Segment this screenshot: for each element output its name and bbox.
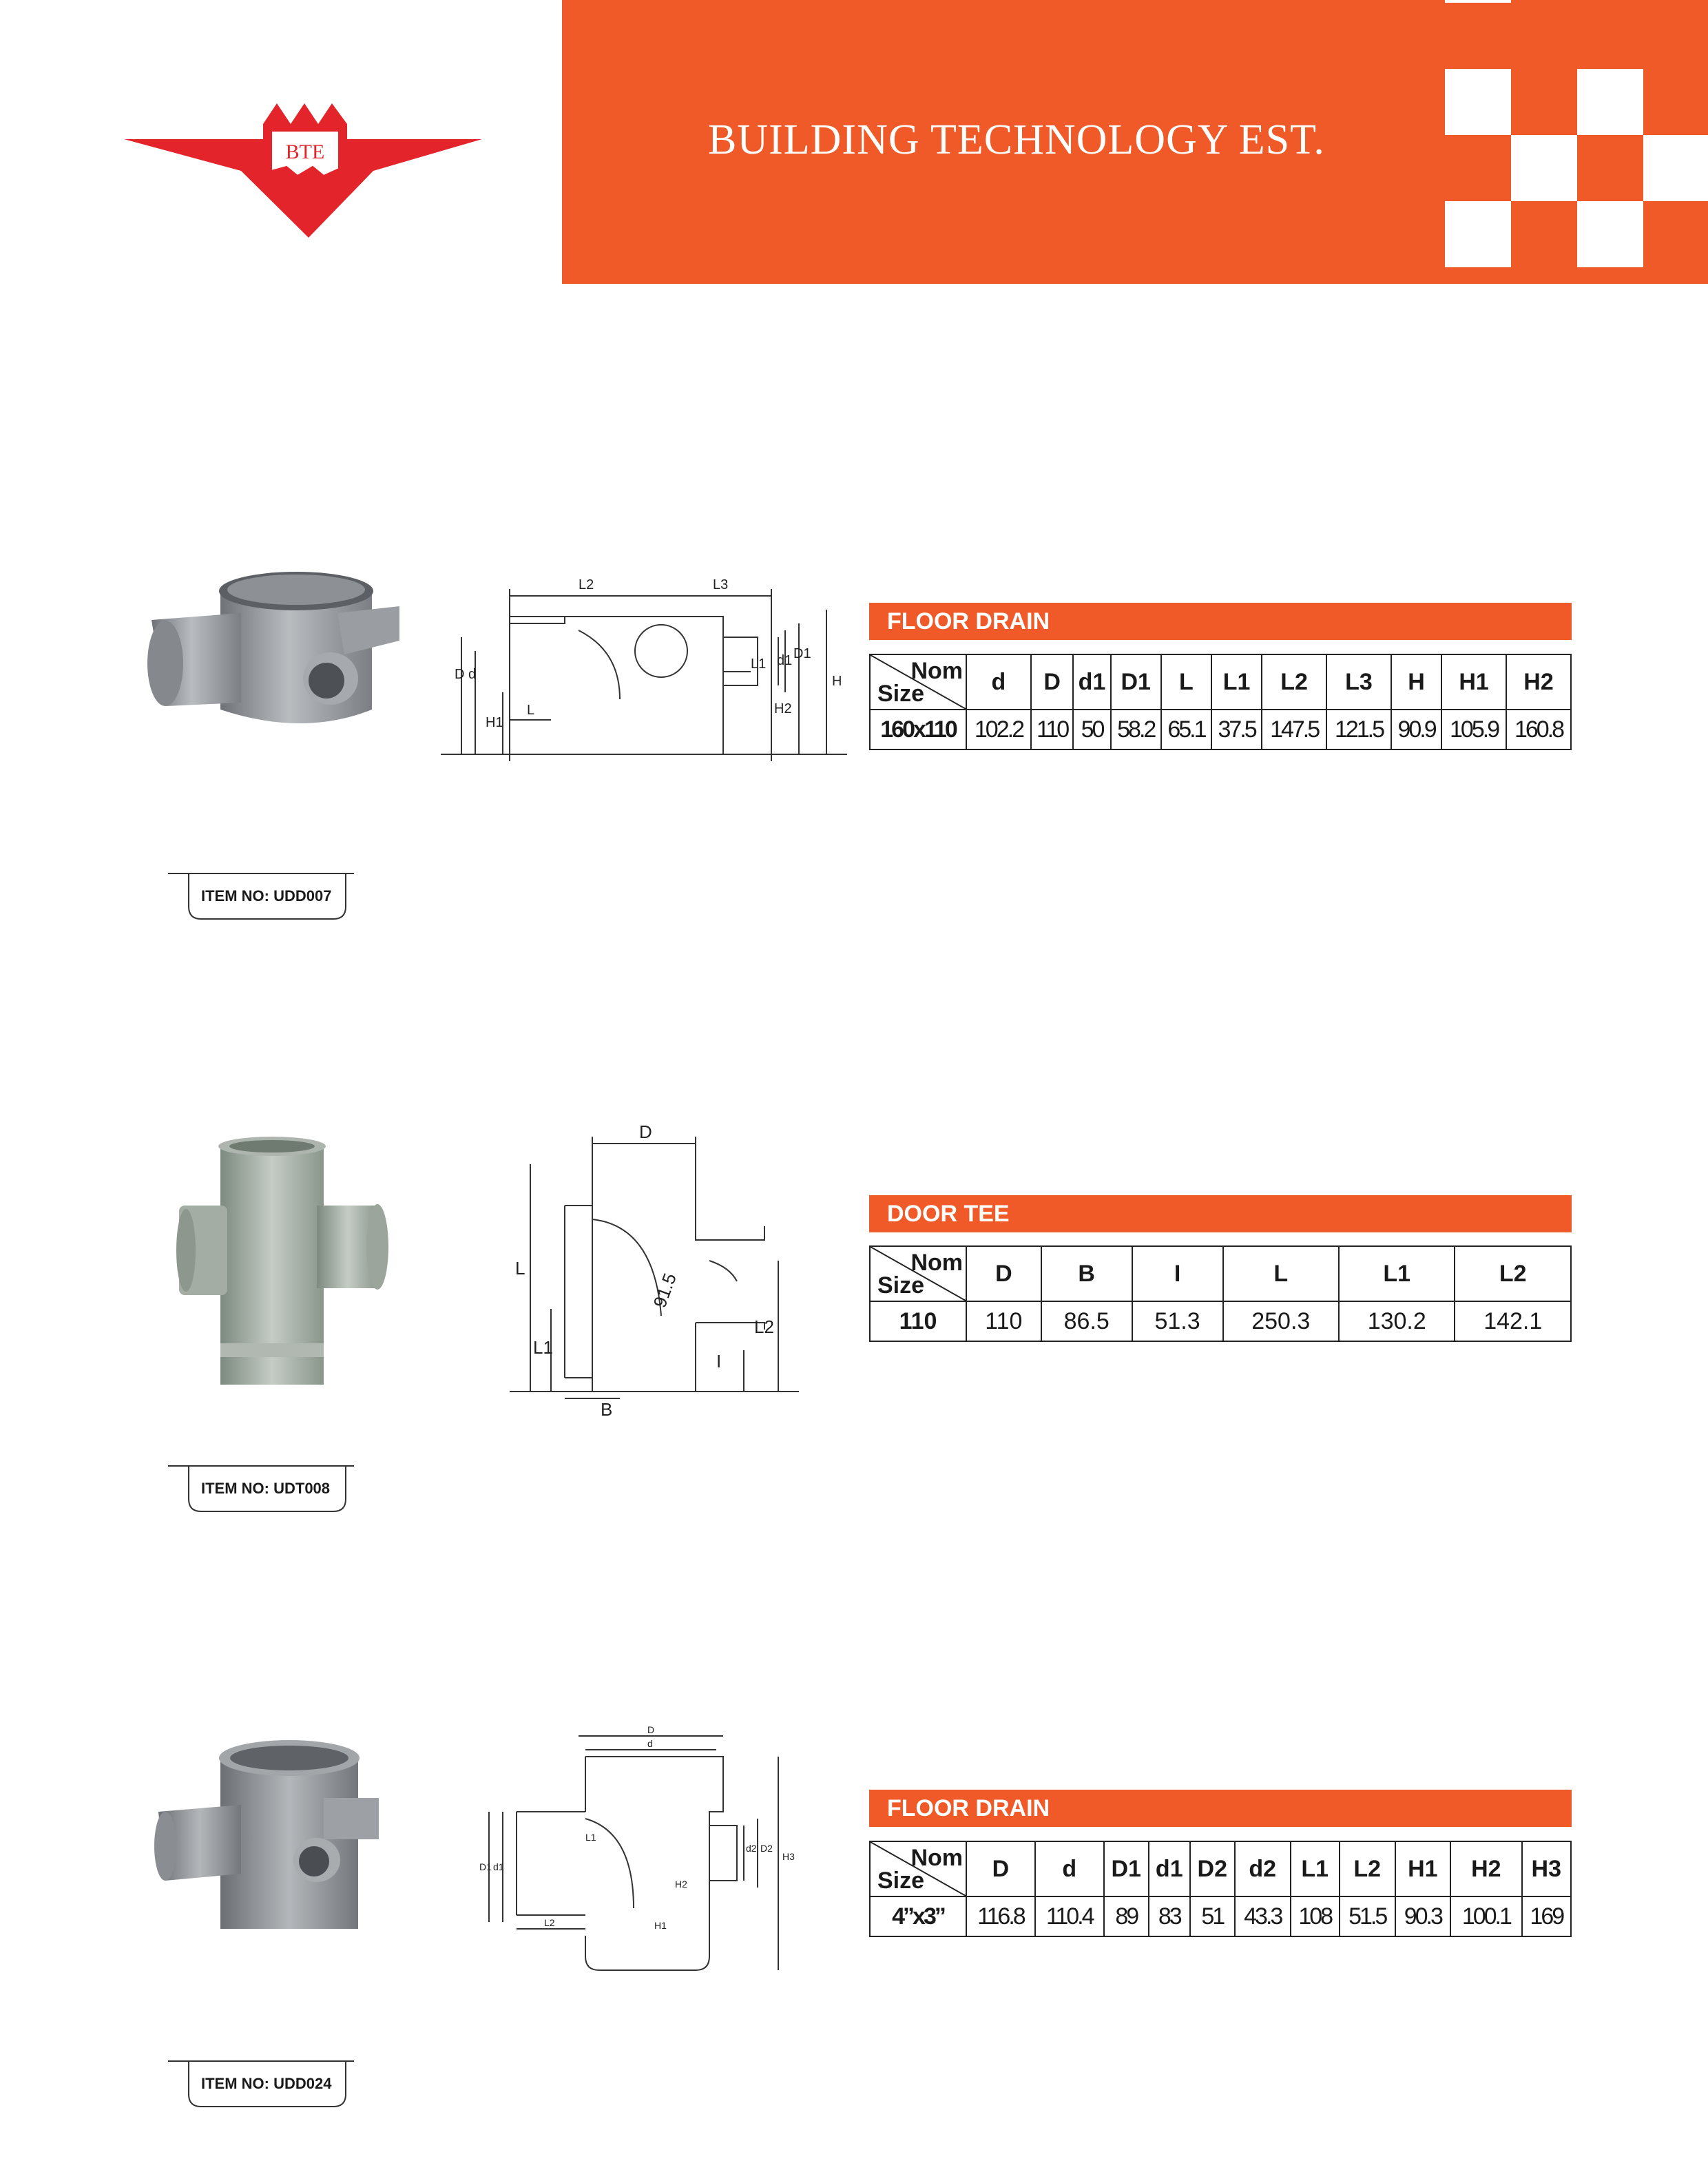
item-number-tag [168,872,354,920]
nom-size-cell: Nom Size [870,1841,966,1896]
column-header: L2 [1262,654,1326,710]
table-cell: 58.2 [1111,710,1161,749]
drawing-label: d [468,667,477,682]
column-header: H1 [1395,1841,1451,1896]
column-header: L1 [1339,1246,1455,1301]
table-cell: 108 [1291,1896,1340,1936]
spec-table [869,1245,1572,1342]
drawing-label: L2 [754,1316,774,1337]
table-cell: 90.9 [1391,710,1441,749]
table-cell: 169 [1522,1896,1571,1936]
table-cell: 160x110 [870,710,966,749]
drawing-label: I [716,1351,722,1372]
table-cell: 102.2 [966,710,1031,749]
spec-table [869,1841,1572,1937]
column-header: D [966,1841,1035,1896]
column-header: L3 [1326,654,1391,710]
table-header-row [870,654,1571,710]
checker-square [1577,69,1643,135]
column-header: H3 [1522,1841,1571,1896]
column-header: L1 [1291,1841,1340,1896]
drawing-label: D1 [793,646,811,661]
nom-size-cell: Nom Size [870,1246,966,1301]
floor-drain-drawing [475,1722,806,1998]
column-header: B [1041,1246,1132,1301]
drawing-label: L [515,1258,525,1279]
checker-square [1445,0,1511,3]
column-header: D2 [1190,1841,1235,1896]
floor-drain-drawing [441,575,847,775]
checker-square [1445,201,1511,267]
column-header: H [1391,654,1441,710]
item-number-tag [168,2060,354,2108]
column-header: L2 [1340,1841,1395,1896]
drawing-label: L1 [533,1337,553,1358]
drawing-label: D1 [479,1861,492,1872]
drawing-label: d1 [493,1861,504,1872]
table-cell: 116.8 [966,1896,1035,1936]
table-cell: 50 [1073,710,1110,749]
drawing-label: L1 [751,656,767,672]
drawing-label: H [832,674,842,689]
drawing-label: d [647,1738,653,1749]
checker-square [1445,69,1511,135]
drawing-label: H3 [782,1851,795,1862]
table-title: FLOOR DRAIN [869,1790,1572,1827]
drawing-label: L [527,703,535,718]
table-cell: 89 [1104,1896,1149,1936]
table-cell: 121.5 [1326,710,1391,749]
drawing-label: L3 [713,577,729,592]
table-header-row [870,1841,1571,1896]
table-row [870,710,1571,749]
drawing-label: L1 [585,1832,596,1843]
column-header: H2 [1450,1841,1521,1896]
column-header: L [1223,1246,1339,1301]
drawing-label: L2 [544,1917,555,1928]
company-name: BUILDING TECHNOLOGY EST. [708,116,1325,163]
drawing-label: D [639,1123,652,1142]
table-cell: 51.3 [1132,1301,1223,1341]
column-header: D [966,1246,1041,1301]
table-cell: 83 [1149,1896,1190,1936]
column-header: d [966,654,1031,710]
column-header: L1 [1211,654,1262,710]
drawing-label: H1 [486,715,503,730]
spec-table [869,654,1572,750]
column-header: I [1132,1246,1223,1301]
column-header: d2 [1235,1841,1291,1896]
column-header: D1 [1104,1841,1149,1896]
table-cell: 110 [1031,710,1073,749]
item-number: ITEM NO: UDD024 [201,2075,332,2092]
table-cell: 37.5 [1211,710,1262,749]
column-header: H2 [1506,654,1571,710]
table-title: FLOOR DRAIN [869,603,1572,640]
floor-drain-photo [145,565,420,772]
drawing-label: d1 [777,653,793,668]
drawing-label: D [647,1724,655,1735]
table-row [870,1896,1571,1936]
table-cell: 110.4 [1035,1896,1104,1936]
checker-square [1643,135,1708,201]
table-cell: 4”x3” [870,1896,966,1936]
drawing-label: 91.5 [649,1270,680,1311]
table-row [870,1301,1571,1341]
column-header: d1 [1073,654,1110,710]
column-header: d [1035,1841,1104,1896]
column-header: D [1031,654,1073,710]
drawing-label: B [601,1399,613,1419]
table-cell: 43.3 [1235,1896,1291,1936]
item-number: ITEM NO: UDT008 [201,1480,331,1497]
table-cell: 142.1 [1455,1301,1571,1341]
table-cell: 86.5 [1041,1301,1132,1341]
item-number: ITEM NO: UDD007 [201,887,332,904]
drawing-label: L2 [579,577,594,592]
table-title: DOOR TEE [869,1195,1572,1232]
bte-logo [117,96,489,241]
door-tee-photo [172,1137,393,1392]
logo-text: BTE [285,141,325,163]
drawing-label: D2 [760,1843,773,1854]
table-cell: 160.8 [1506,710,1571,749]
item-number-tag [168,1465,354,1513]
drawing-label: d2 [746,1843,757,1854]
table-header-row [870,1246,1571,1301]
column-header: D1 [1111,654,1161,710]
door-tee-drawing [510,1123,799,1419]
column-header: L [1161,654,1211,710]
table-cell: 100.1 [1450,1896,1521,1936]
table-cell: 250.3 [1223,1301,1339,1341]
column-header: d1 [1149,1841,1190,1896]
drawing-label: H1 [654,1920,667,1931]
table-cell: 51 [1190,1896,1235,1936]
checker-square [1577,201,1643,267]
nom-size-cell: Nom Size [870,654,966,710]
drawing-label: D [455,667,465,682]
table-cell: 147.5 [1262,710,1326,749]
column-header: L2 [1455,1246,1571,1301]
table-cell: 130.2 [1339,1301,1455,1341]
column-header: H1 [1441,654,1506,710]
table-cell: 105.9 [1441,710,1506,749]
floor-drain-photo [152,1736,413,1943]
table-cell: 90.3 [1395,1896,1451,1936]
drawing-label: H2 [774,701,792,716]
drawing-label: H2 [675,1879,687,1890]
checker-square [1511,135,1577,201]
table-cell: 110 [870,1301,966,1341]
table-cell: 110 [966,1301,1041,1341]
table-cell: 65.1 [1161,710,1211,749]
table-cell: 51.5 [1340,1896,1395,1936]
